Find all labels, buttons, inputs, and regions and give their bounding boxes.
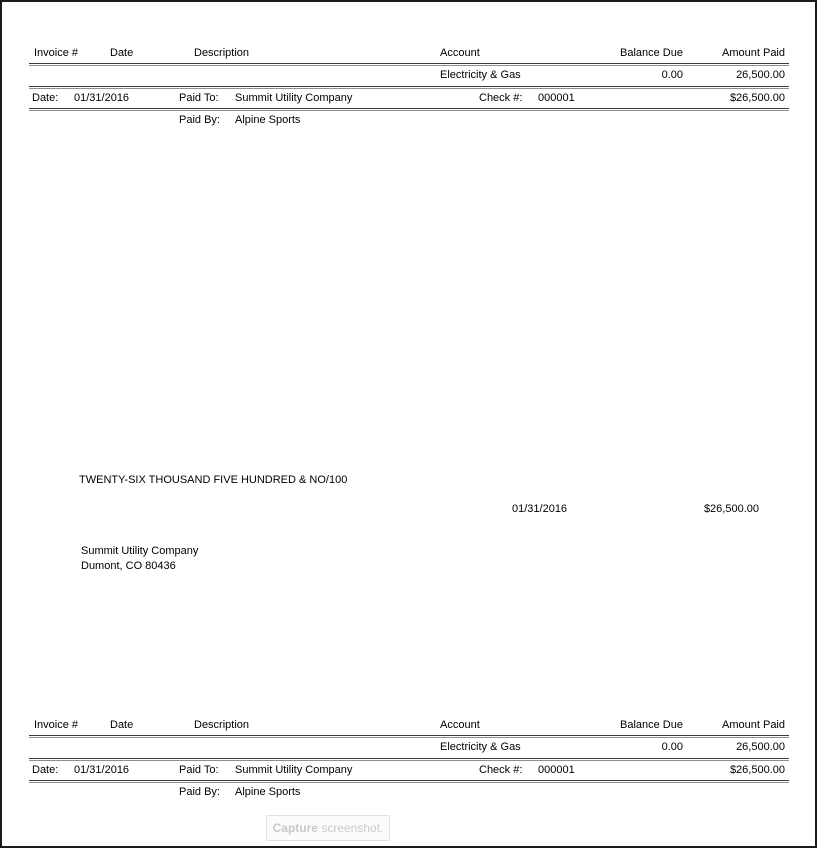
check-amount-numeric: $26,500.00 [703, 503, 759, 515]
check-amount-in-words: TWENTY-SIX THOUSAND FIVE HUNDRED & NO/100 [79, 474, 348, 486]
summary-amount-paid: $26,500.00 [729, 92, 785, 104]
summary-separator-line [29, 780, 789, 783]
summary-paid-to-value: Summit Utility Company [235, 92, 353, 104]
header-description: Description [194, 719, 250, 731]
detail-separator-line [29, 86, 789, 89]
summary-date-label: Date: [32, 764, 59, 776]
voucher-stub-top [2, 2, 815, 137]
detail-amount-paid: 26,500.00 [736, 741, 785, 753]
capture-button-rest-text: screenshot. [317, 821, 384, 835]
check-date: 01/31/2016 [512, 503, 568, 515]
header-invoice-number: Invoice # [34, 719, 79, 731]
summary-date-value: 01/31/2016 [74, 764, 130, 776]
paid-by-label: Paid By: [179, 786, 220, 798]
header-separator-line [29, 63, 789, 66]
voucher-stub-bottom [2, 674, 815, 809]
summary-check-number-value: 000001 [538, 764, 575, 776]
summary-separator-line [29, 108, 789, 111]
header-date: Date [110, 47, 134, 59]
header-invoice-number: Invoice # [34, 47, 79, 59]
header-separator-line [29, 735, 789, 738]
summary-check-number-value: 000001 [538, 92, 575, 104]
header-description: Description [194, 47, 250, 59]
paid-by-label: Paid By: [179, 114, 220, 126]
capture-screenshot-button[interactable] [266, 815, 390, 841]
check-payee-address: Dumont, CO 80436 [81, 560, 176, 572]
header-date: Date [110, 719, 134, 731]
summary-check-number-label: Check #: [479, 764, 523, 776]
detail-account: Electricity & Gas [440, 69, 521, 81]
check-payee-name: Summit Utility Company [81, 545, 199, 557]
summary-amount-paid: $26,500.00 [729, 764, 785, 776]
summary-paid-to-value: Summit Utility Company [235, 764, 353, 776]
summary-paid-to-label: Paid To: [179, 764, 219, 776]
header-account: Account [440, 719, 480, 731]
header-account: Account [440, 47, 480, 59]
header-amount-paid: Amount Paid [722, 47, 785, 59]
summary-date-value: 01/31/2016 [74, 92, 130, 104]
paid-by-value: Alpine Sports [235, 114, 301, 126]
summary-date-label: Date: [32, 92, 59, 104]
header-balance-due: Balance Due [620, 719, 683, 731]
detail-amount-paid: 26,500.00 [736, 69, 785, 81]
capture-button-bold-text: Capture [272, 821, 318, 835]
header-balance-due: Balance Due [620, 47, 683, 59]
summary-check-number-label: Check #: [479, 92, 523, 104]
header-amount-paid: Amount Paid [722, 719, 785, 731]
paid-by-value: Alpine Sports [235, 786, 301, 798]
detail-separator-line [29, 758, 789, 761]
summary-paid-to-label: Paid To: [179, 92, 219, 104]
detail-account: Electricity & Gas [440, 741, 521, 753]
detail-balance-due: 0.00 [661, 741, 683, 753]
detail-balance-due: 0.00 [661, 69, 683, 81]
